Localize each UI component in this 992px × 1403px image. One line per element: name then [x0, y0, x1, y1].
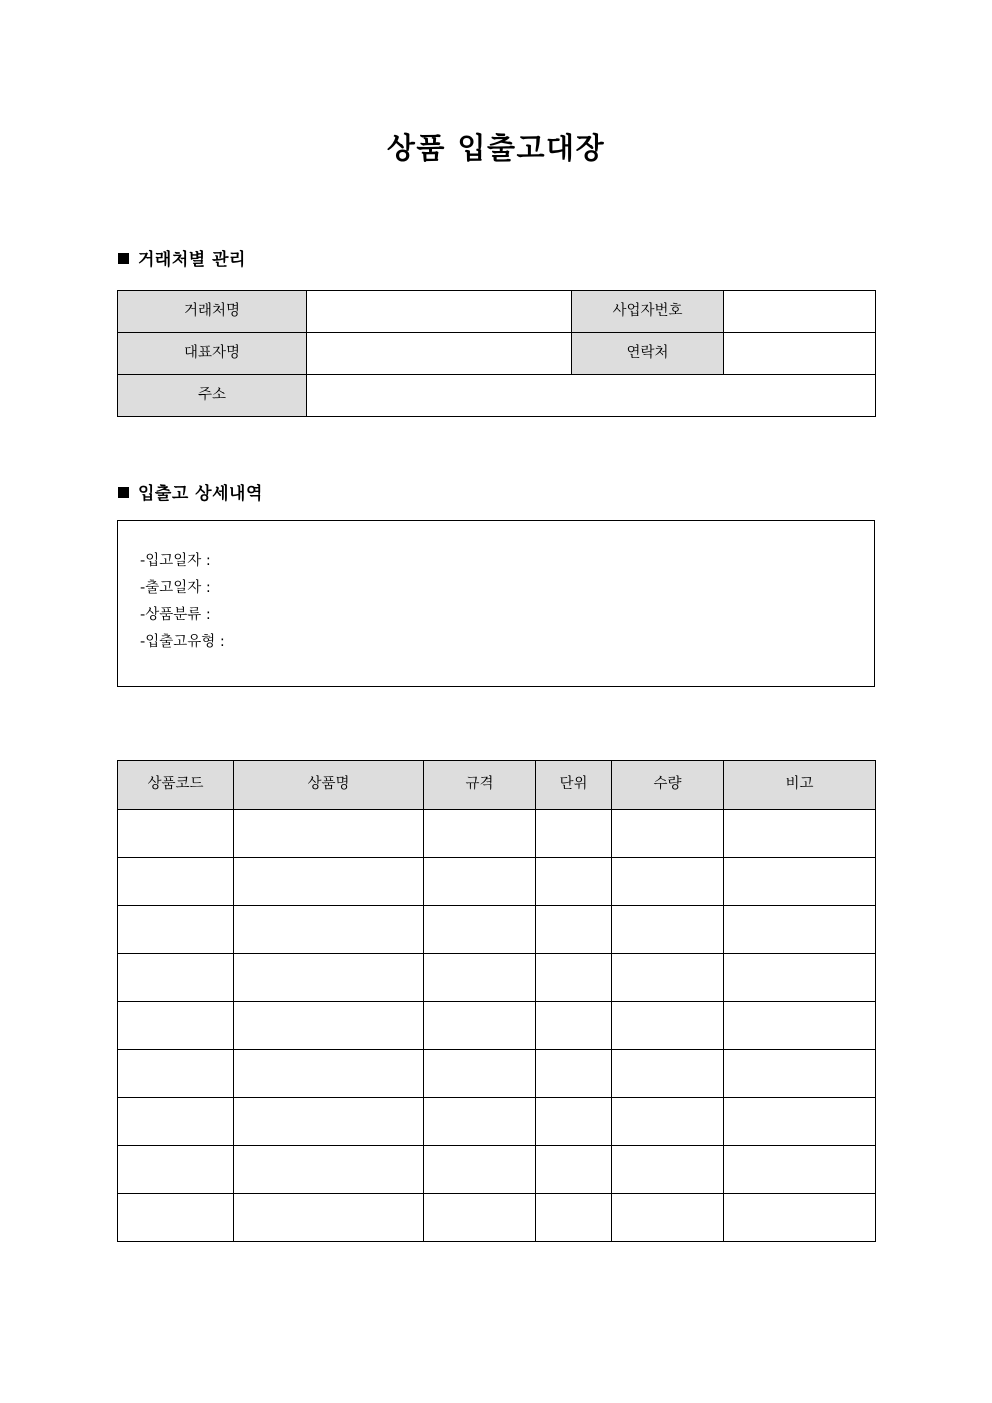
cell-product-name[interactable] — [234, 954, 424, 1002]
cell-spec[interactable] — [424, 1002, 536, 1050]
cell-product-name[interactable] — [234, 1146, 424, 1194]
cell-quantity[interactable] — [612, 858, 724, 906]
cell-product-code[interactable] — [118, 1050, 234, 1098]
cell-unit[interactable] — [536, 1098, 612, 1146]
cell-product-name[interactable] — [234, 858, 424, 906]
cell-quantity[interactable] — [612, 906, 724, 954]
items-table-body — [118, 810, 876, 1242]
cell-product-code[interactable] — [118, 1002, 234, 1050]
cell-quantity[interactable] — [612, 954, 724, 1002]
client-info-table — [117, 290, 876, 417]
table-row — [118, 375, 876, 417]
table-row — [118, 810, 876, 858]
label-client-name: 거래처명 — [118, 291, 307, 333]
cell-product-code[interactable] — [118, 954, 234, 1002]
label-address: 주소 — [118, 375, 307, 417]
section-heading-detail — [118, 486, 263, 503]
cell-product-code[interactable] — [118, 810, 234, 858]
cell-product-code[interactable] — [118, 1194, 234, 1242]
cell-unit[interactable] — [536, 1002, 612, 1050]
cell-quantity[interactable] — [612, 1098, 724, 1146]
cell-unit[interactable] — [536, 1146, 612, 1194]
cell-spec[interactable] — [424, 954, 536, 1002]
field-contact[interactable] — [724, 333, 876, 375]
detail-line-product-category: -상품분류 : — [140, 607, 211, 623]
column-header-remarks: 비고 — [724, 761, 876, 810]
field-address[interactable] — [307, 375, 876, 417]
cell-remarks[interactable] — [724, 1002, 876, 1050]
field-client-name[interactable] — [307, 291, 572, 333]
cell-unit[interactable] — [536, 954, 612, 1002]
square-bullet-icon — [118, 253, 129, 264]
cell-remarks[interactable] — [724, 1050, 876, 1098]
table-row — [118, 1050, 876, 1098]
cell-unit[interactable] — [536, 906, 612, 954]
table-row — [118, 906, 876, 954]
column-header-product-name: 상품명 — [234, 761, 424, 810]
cell-spec[interactable] — [424, 1194, 536, 1242]
cell-product-name[interactable] — [234, 1098, 424, 1146]
cell-product-name[interactable] — [234, 1002, 424, 1050]
table-row — [118, 858, 876, 906]
section-heading-detail-label: 입출고 상세내역 — [138, 484, 263, 504]
cell-remarks[interactable] — [724, 810, 876, 858]
column-header-spec: 규격 — [424, 761, 536, 810]
field-business-number[interactable] — [724, 291, 876, 333]
cell-spec[interactable] — [424, 858, 536, 906]
cell-spec[interactable] — [424, 810, 536, 858]
column-header-product-code: 상품코드 — [118, 761, 234, 810]
page-title: 상품 입출고대장 — [386, 131, 606, 165]
detail-line-inout-type: -입출고유형 : — [140, 634, 225, 650]
detail-line-inbound-date: -입고일자 : — [140, 553, 211, 569]
table-row — [118, 954, 876, 1002]
table-row — [118, 333, 876, 375]
cell-quantity[interactable] — [612, 1050, 724, 1098]
cell-unit[interactable] — [536, 1194, 612, 1242]
cell-remarks[interactable] — [724, 1098, 876, 1146]
cell-product-code[interactable] — [118, 1098, 234, 1146]
cell-remarks[interactable] — [724, 858, 876, 906]
table-row — [118, 1098, 876, 1146]
cell-unit[interactable] — [536, 1050, 612, 1098]
column-header-unit: 단위 — [536, 761, 612, 810]
cell-product-code[interactable] — [118, 1146, 234, 1194]
cell-product-code[interactable] — [118, 906, 234, 954]
section-heading-client-label: 거래처별 관리 — [138, 250, 246, 270]
cell-remarks[interactable] — [724, 906, 876, 954]
cell-product-name[interactable] — [234, 1194, 424, 1242]
cell-spec[interactable] — [424, 906, 536, 954]
column-header-quantity: 수량 — [612, 761, 724, 810]
cell-unit[interactable] — [536, 810, 612, 858]
field-representative-name[interactable] — [307, 333, 572, 375]
label-representative-name: 대표자명 — [118, 333, 307, 375]
square-bullet-icon — [118, 487, 129, 498]
label-contact: 연락처 — [572, 333, 724, 375]
items-table — [117, 760, 876, 1242]
cell-remarks[interactable] — [724, 1194, 876, 1242]
cell-spec[interactable] — [424, 1146, 536, 1194]
table-row — [118, 1194, 876, 1242]
cell-spec[interactable] — [424, 1050, 536, 1098]
label-business-number: 사업자번호 — [572, 291, 724, 333]
detail-line-outbound-date: -출고일자 : — [140, 580, 211, 596]
table-row — [118, 1002, 876, 1050]
cell-remarks[interactable] — [724, 954, 876, 1002]
cell-spec[interactable] — [424, 1098, 536, 1146]
cell-quantity[interactable] — [612, 810, 724, 858]
items-table-header-row — [118, 761, 876, 810]
cell-quantity[interactable] — [612, 1146, 724, 1194]
cell-product-name[interactable] — [234, 906, 424, 954]
cell-product-name[interactable] — [234, 1050, 424, 1098]
detail-notes-box[interactable] — [117, 520, 875, 687]
cell-quantity[interactable] — [612, 1194, 724, 1242]
section-heading-client — [118, 252, 246, 269]
table-row — [118, 1146, 876, 1194]
table-row — [118, 291, 876, 333]
cell-quantity[interactable] — [612, 1002, 724, 1050]
cell-remarks[interactable] — [724, 1146, 876, 1194]
cell-unit[interactable] — [536, 858, 612, 906]
cell-product-name[interactable] — [234, 810, 424, 858]
cell-product-code[interactable] — [118, 858, 234, 906]
